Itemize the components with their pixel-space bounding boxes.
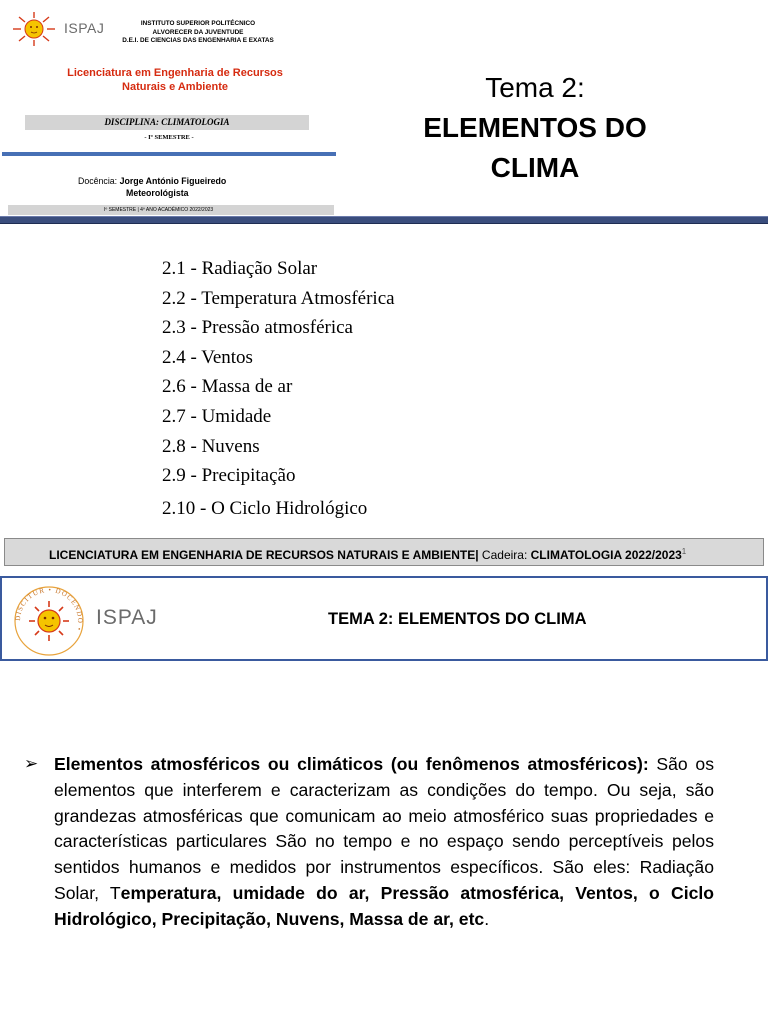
definition-end: . [484, 908, 490, 929]
slide-title [0, 0, 768, 232]
institute-line: ALVORECER DA JUVENTUDE [152, 28, 244, 36]
topic-item: 2.1 - Radiação Solar [162, 258, 318, 279]
course-cover-image [0, 0, 338, 216]
discipline-bar: DISCIPLINA: CLIMATOLOGIA [25, 115, 309, 130]
header-divider [0, 216, 768, 224]
slide2-header [0, 576, 768, 661]
ispaj-wordmark: ISPAJ [96, 606, 158, 629]
semester-label: - Iº SEMESTRE - [144, 134, 194, 141]
docencia-label: Docência: [78, 176, 120, 186]
topic-item: 2.10 - O Ciclo Hidrológico [162, 497, 368, 519]
ispaj-sun-logo-icon [12, 584, 86, 658]
course-line: Naturais e Ambiente [122, 81, 228, 93]
institute-line: D.E.I. DE CIENCIAS DAS ENGENHARIA E EXATAS [122, 37, 274, 44]
footer-separator: | [475, 548, 479, 562]
page-number: 1 [681, 547, 687, 556]
topic-item: 2.8 - Nuvens [162, 435, 260, 457]
title-line-3: CLIMA [490, 152, 580, 183]
topic-item: 2.6 - Massa de ar [162, 376, 293, 398]
elements-list: emperatura, umidade do ar, Pressão atmosférica, Ventos, o Ciclo Hidrológico, Precipitação, Nuvens, Massa de ar, etc [54, 882, 715, 929]
arrow-bullet-icon: ➢ [24, 754, 39, 773]
topic-item: 2.3 - Pressão atmosférica [162, 317, 353, 339]
teacher-role: Meteorológista [126, 188, 189, 198]
docencia-line [78, 176, 226, 188]
title-line-1: Tema 2: [485, 72, 585, 103]
topic-item: 2.7 - Umidade [162, 405, 272, 427]
ispaj-wordmark: ISPAJ [64, 20, 105, 36]
cover-divider [2, 152, 336, 156]
definition-paragraph [54, 752, 714, 933]
footer-course: LICENCIATURA EM ENGENHARIA DE RECURSOS NATURAIS E AMBIENTE [49, 548, 476, 562]
definition-term: Elementos atmosféricos ou climáticos (ou fenômenos atmosféricos): [54, 754, 649, 774]
title-line-2: ELEMENTOS DO [423, 112, 647, 143]
slide-title-block [400, 68, 670, 188]
course-name [40, 66, 310, 94]
topic-list [162, 254, 395, 523]
topic-item: 2.2 - Temperatura Atmosférica [162, 287, 395, 309]
topic-item: 2.9 - Precipitação [162, 465, 296, 487]
academic-year-bar: Iº SEMESTRE | 4º ANO ACADÉMICO 2022/2023 [8, 205, 334, 215]
ispaj-sun-logo-icon [10, 10, 58, 48]
slide2-title: TEMA 2: ELEMENTOS DO CLIMA [328, 610, 587, 628]
course-line: Licenciatura em Engenharia de Recursos [67, 67, 283, 79]
institute-name [98, 20, 298, 46]
footer-cadeira-label: Cadeira: [478, 548, 531, 562]
definition-text: São os elementos que interferem e caracterizam as condições do tempo. Ou seja, são grandezas atmosféricas que comunicam ao meio atmosférico suas propriedades e características particulares São no tempo e no espaço sendo perceptíveis pelos sentidos humanos e medidos por instrumentos específicos. São eles: Radiação Solar, T [54, 754, 714, 903]
definition-block [24, 752, 714, 933]
teacher-name: Jorge António Figueiredo [119, 176, 227, 186]
slide-footer [4, 538, 764, 566]
institute-line: INSTITUTO SUPERIOR POLITÉCNICO [140, 20, 256, 27]
footer-cadeira-value: CLIMATOLOGIA 2022/2023 [530, 548, 682, 562]
topic-item: 2.4 - Ventos [162, 346, 253, 368]
logo-ring-text: DISCITUR • DOCENDO • [13, 585, 85, 633]
